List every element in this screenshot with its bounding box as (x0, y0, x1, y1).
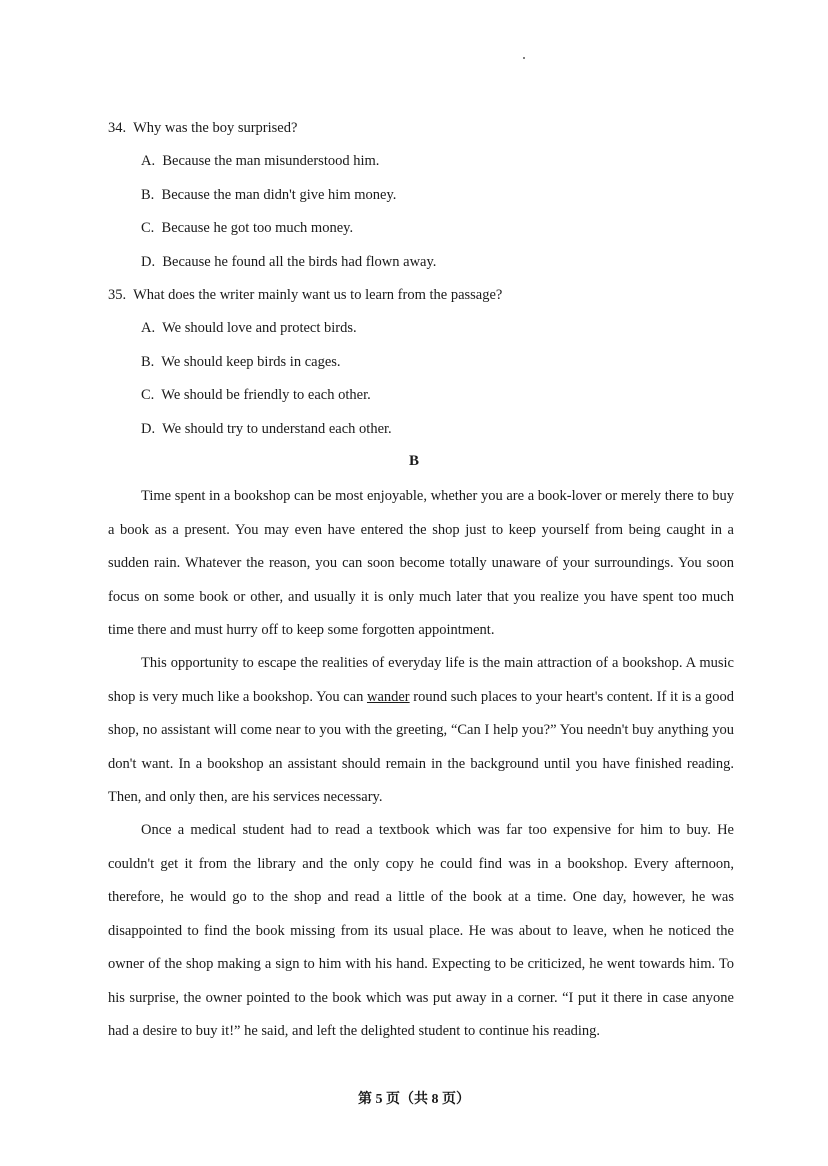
section-b-heading: B (408, 453, 419, 469)
question-34-option-b: B. Because the man didn't give him money. (141, 187, 397, 203)
question-34-option-c: C. Because he got too much money. (141, 220, 354, 236)
question-34-option-d: D. Because he found all the birds had flown away. (141, 254, 437, 270)
question-35-option-d: D. We should try to understand each other. (141, 421, 392, 437)
question-34-option-a: A. Because the man misunderstood him. (141, 153, 380, 169)
passage-paragraph-2-part-2: round such places to your heart's content. If it is a good shop, no assistant will come near to you with the greeting, “Can I help you?” You needn't buy anything you don't want. In a bookshop an assistant should remain in the background until you have finished reading. Then, and only then, are his services necessary. (108, 688, 734, 805)
question-35-stem: 35. What does the writer mainly want us to learn from the passage? (108, 287, 503, 303)
question-35-option-b: B. We should keep birds in cages. (141, 354, 341, 370)
print-speck (523, 57, 525, 59)
passage-paragraph-3: Once a medical student had to read a textbook which was far too expensive for him to buy. He couldn't get it from the library and the only copy he could find was in a bookshop. Every afternoon, therefore, he would go to the shop and read a little of the book at a time. One day, however, he was disappointed to find the book missing from its usual place. He was about to leave, when he noticed the owner of the shop making a sign to him with his hand. Expecting to be criticized, he went towards him. To his surprise, the owner pointed to the book which was put away in a corner. “I put it there in case anyone had a desire to buy it!” he said, and left the delighted student to continue his reading. (108, 822, 734, 1039)
passage-paragraph-2 (108, 647, 734, 815)
passage-paragraph-1: Time spent in a bookshop can be most enjoyable, whether you are a book-lover or merely there to buy a book as a present. You may even have entered the shop just to keep yourself from being caught in a sudden rain. Whatever the reason, you can soon become totally unaware of your surroundings. You soon focus on some book or other, and usually it is only much later that you realize you have spent too much time there and must hurry off to keep some forgotten appointment. (108, 488, 734, 638)
underlined-word-wander: wander (366, 688, 410, 705)
page-footer: 第 5 页（共 8 页） (358, 1092, 470, 1107)
passage-paragraph-2-part-1: This opportunity to escape the realities of everyday life is the main attraction of a bookshop. A music shop is very much like a bookshop. You can (108, 655, 734, 705)
question-35-option-c: C. We should be friendly to each other. (141, 387, 371, 403)
question-34-stem: 34. Why was the boy surprised? (108, 120, 298, 136)
question-35-option-a: A. We should love and protect birds. (141, 320, 357, 336)
